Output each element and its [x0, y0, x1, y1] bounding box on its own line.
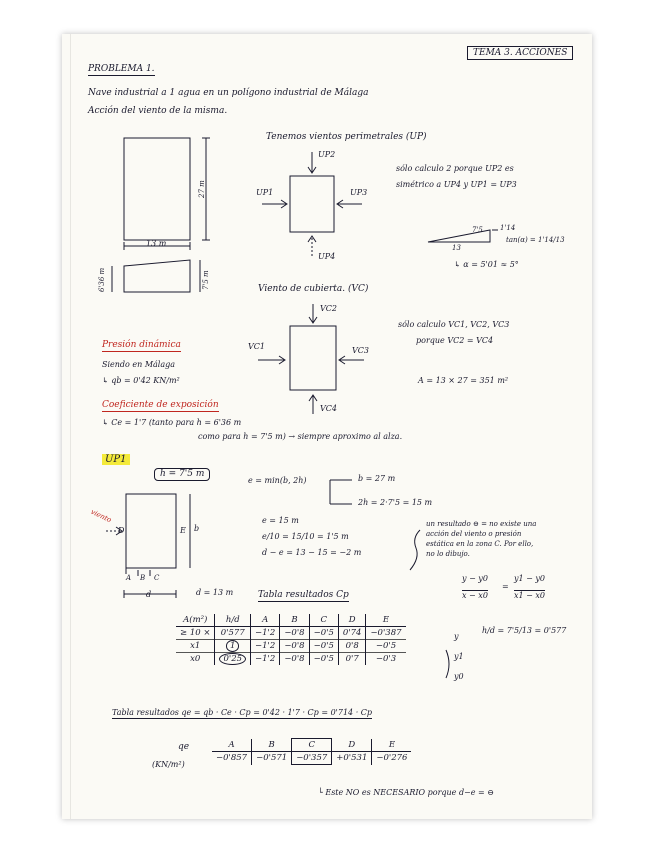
cp-cell: −0'5	[309, 627, 338, 640]
dim-width: 13 m	[146, 239, 167, 248]
cp-cell: −0'8	[280, 653, 309, 666]
cp-header-e: E	[366, 614, 406, 627]
h2-eq: 2h = 2·7'5 = 15 m	[358, 498, 433, 507]
roof-note-2: porque VC2 = VC4	[416, 336, 494, 345]
cp-cell	[215, 640, 251, 653]
zone-b-label: B	[140, 574, 146, 582]
zone-a-label: A	[126, 574, 132, 582]
perimeter-note-2: simétrico a UP4 y UP1 = UP3	[396, 180, 517, 189]
roof-area: A = 13 × 27 = 351 m²	[418, 376, 509, 385]
up2-label: UP2	[318, 150, 336, 159]
qe-cell: +0'531	[332, 752, 372, 765]
pressure-title: Presión dinámica	[102, 340, 181, 350]
qe-header-d: D	[332, 739, 372, 752]
qe-cell: −0'276	[372, 752, 412, 765]
up-box	[290, 176, 334, 232]
cp-cell: −1'2	[251, 640, 280, 653]
interp-den-right: x1 − x0	[514, 591, 545, 600]
plan-rect	[124, 138, 190, 240]
qe-label: qe	[178, 742, 190, 752]
table-row	[176, 627, 406, 640]
table-row	[176, 653, 406, 666]
qe-header-row	[212, 739, 411, 752]
cp-header-a: A	[251, 614, 280, 627]
qe-cell: −0'357	[292, 752, 332, 765]
table-row	[212, 752, 411, 765]
cp-header-area: A(m²)	[176, 614, 215, 627]
cp-cell: −0'8	[280, 640, 309, 653]
qe-cell: −0'571	[252, 752, 292, 765]
dim-length: 27 m	[198, 180, 206, 198]
zone-d-label: D	[118, 526, 125, 535]
table-row	[176, 640, 406, 653]
de-eq: d − e = 13 − 15 = −2 m	[262, 548, 362, 557]
cp-cell: −0'387	[366, 627, 406, 640]
interp-equals: =	[502, 582, 509, 591]
up1-label: UP1	[256, 188, 274, 197]
b-eq: b = 27 m	[358, 474, 396, 483]
cp-cell: 0'7	[338, 653, 366, 666]
qe-header-e: E	[372, 739, 412, 752]
zone-c-label: C	[154, 574, 160, 582]
row-tag-y0: y0	[454, 672, 464, 681]
wind-label: viento	[89, 507, 113, 525]
cp-header-b: B	[280, 614, 309, 627]
intro-line-1: Nave industrial a 1 agua en un polígono industrial de Málaga	[88, 88, 369, 98]
cp-cell: 0'74	[338, 627, 366, 640]
dim-h-high: 7'5 m	[202, 270, 210, 290]
neg-note-3: estática en la zona C. Por ello,	[426, 540, 534, 548]
neg-note-2: acción del viento o presión	[426, 530, 522, 538]
cp-header-c: C	[309, 614, 338, 627]
cp-header-hd: h/d	[215, 614, 251, 627]
tema-tag: TEMA 3. ACCIONES	[467, 46, 573, 60]
hd-circled: 1	[226, 640, 239, 652]
e-val: e = 15 m	[262, 516, 299, 525]
hd-ratio: h/d = 7'5/13 = 0'577	[482, 626, 567, 635]
slope-side: 7'5	[472, 226, 483, 234]
roof-title: Viento de cubierta. (VC)	[258, 284, 369, 294]
cp-table-title: Tabla resultados Cp	[258, 590, 349, 600]
cp-header-row	[176, 614, 406, 627]
qe-units: (KN/m²)	[152, 760, 185, 769]
e-eq: e = min(b, 2h)	[248, 476, 307, 485]
dim-h-low: 6'36 m	[98, 267, 106, 292]
notebook-page	[62, 34, 592, 819]
coef-ce-2: como para h = 7'5 m) → siempre aproximo al alza.	[198, 432, 403, 441]
up1-highlight: UP1	[102, 454, 130, 465]
slope-result: ↳ α = 5'01 ≈ 5°	[454, 260, 519, 269]
perimeter-note-1: sólo calculo 2 porque UP2 es	[396, 164, 514, 173]
d-val: d = 13 m	[196, 588, 234, 597]
zone-e-label: E	[180, 526, 186, 535]
interp-den-left: x − x0	[462, 591, 488, 600]
interp-num-left: y − y0	[462, 574, 488, 583]
h-box: h = 7'5 m	[154, 468, 210, 481]
interp-num-right: y1 − y0	[514, 574, 546, 583]
cp-cell: −1'2	[251, 653, 280, 666]
cp-header-d: D	[338, 614, 366, 627]
perimeter-title: Tenemos vientos perimetrales (UP)	[266, 132, 427, 142]
coef-ce: ↳ Ce = 1'7 (tanto para h = 6'36 m	[102, 418, 242, 427]
cp-cell: 0'8	[338, 640, 366, 653]
slope-eq: tan(α) = 1'14/13	[506, 236, 565, 244]
qe-header-c: C	[292, 739, 332, 752]
cp-table	[176, 614, 406, 665]
cp-row-label: ≥ 10 ×	[176, 627, 215, 640]
vc2-label: VC2	[320, 304, 337, 313]
section-trapezoid	[124, 260, 190, 292]
slope-run: 13	[452, 244, 461, 252]
qe-header-a: A	[212, 739, 252, 752]
neg-note-1: un resultado ⊖ = no existe una	[426, 520, 537, 528]
b-label: b	[194, 524, 200, 533]
vc3-label: VC3	[352, 346, 369, 355]
cp-row-label: x1	[176, 640, 215, 653]
e10-eq: e/10 = 15/10 = 1'5 m	[262, 532, 349, 541]
pressure-qb: ↳ qb = 0'42 KN/m²	[102, 376, 180, 385]
up4-label: UP4	[318, 252, 336, 261]
cp-cell: −0'5	[366, 640, 406, 653]
row-tag-y: y	[454, 632, 459, 641]
vc1-label: VC1	[248, 342, 265, 351]
coef-title: Coeficiente de exposición	[102, 400, 219, 410]
slope-rise: 1'14	[500, 224, 516, 232]
cp-cell	[215, 653, 251, 666]
pressure-line-1: Siendo en Málaga	[102, 360, 176, 369]
cp-cell: 0'577	[215, 627, 251, 640]
d-label: d	[146, 590, 152, 599]
qe-table-title: Tabla resultados qe = qb · Ce · Cp = 0'42 · 1'7 · Cp = 0'714 · Cp	[112, 708, 373, 717]
intro-line-2: Acción del viento de la misma.	[88, 106, 228, 116]
cp-row-label: x0	[176, 653, 215, 666]
cp-cell: −0'8	[280, 627, 309, 640]
cp-cell: −0'5	[309, 640, 338, 653]
neg-note-4: no lo dibujo.	[426, 550, 470, 558]
row-tag-y1: y1	[454, 652, 464, 661]
roof-note-1: sólo calculo VC1, VC2, VC3	[398, 320, 510, 329]
up3-label: UP3	[350, 188, 368, 197]
qe-header-b: B	[252, 739, 292, 752]
hd-circled: 0'25	[219, 653, 246, 665]
problema-title: PROBLEMA 1.	[88, 64, 155, 74]
qe-note: └ Este NO es NECESARIO porque d−e = ⊖	[318, 788, 494, 797]
zone-rect	[126, 494, 176, 568]
vc-box	[290, 326, 336, 390]
cp-cell: −0'3	[366, 653, 406, 666]
qe-table	[212, 738, 411, 765]
cp-cell: −1'2	[251, 627, 280, 640]
vc4-label: VC4	[320, 404, 337, 413]
qe-cell: −0'857	[212, 752, 252, 765]
cp-cell: −0'5	[309, 653, 338, 666]
